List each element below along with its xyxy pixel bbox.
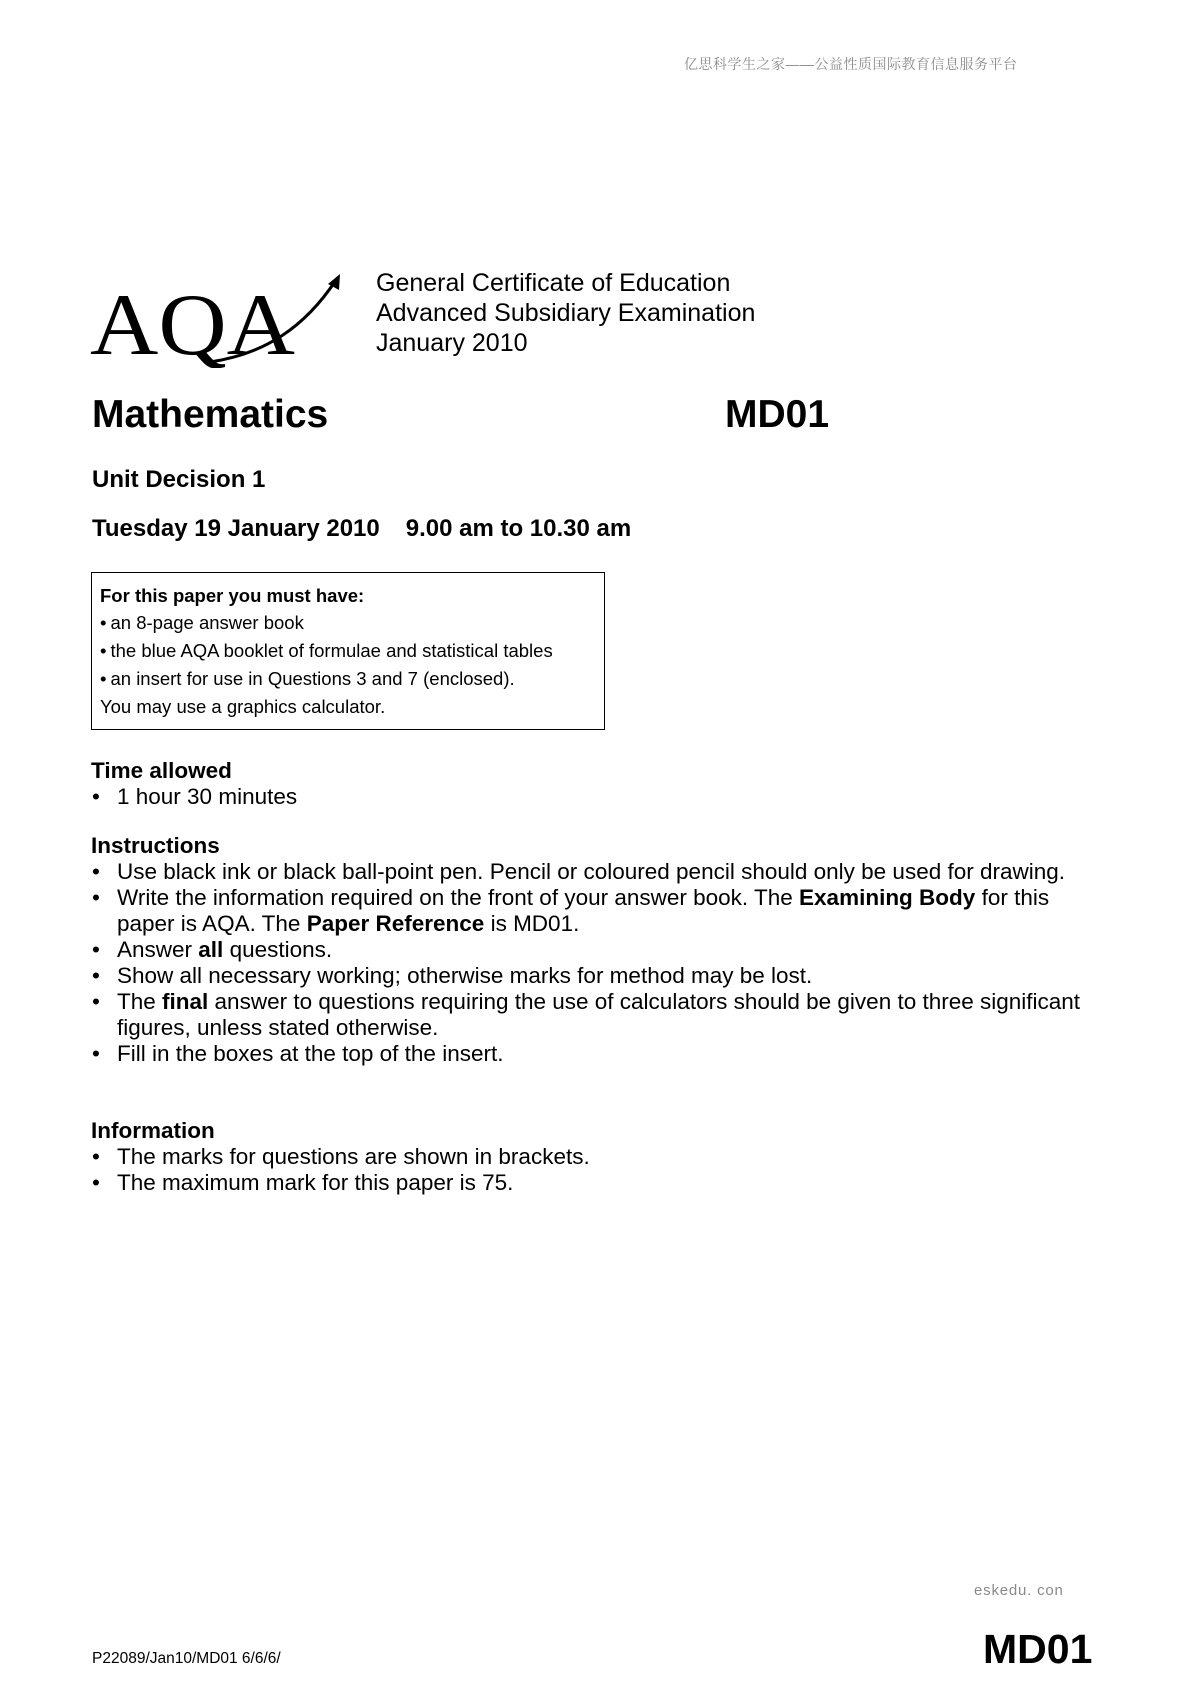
bullet-icon: • xyxy=(92,1144,100,1169)
list-item xyxy=(91,1144,1091,1170)
exam-date: Tuesday 19 January 2010 xyxy=(92,515,380,542)
information-list xyxy=(91,1144,1091,1196)
footer-watermark: eskedu. con xyxy=(974,1582,1064,1599)
subject-title: Mathematics xyxy=(92,393,329,436)
list-item xyxy=(91,885,1091,937)
list-item-text: answer to questions requiring the use of calculators should be given to three significant figures, unless stated otherwise. xyxy=(117,989,1081,1040)
unit-title: Unit Decision 1 xyxy=(92,466,266,493)
aqa-logo xyxy=(90,272,345,368)
qualification-line-2: Advanced Subsidiary Examination xyxy=(376,299,756,327)
emphasis-text: Examining Body xyxy=(799,885,976,910)
bullet-icon: • xyxy=(92,859,100,884)
bullet-icon: • xyxy=(92,1170,100,1195)
requirement-text: an 8-page answer book xyxy=(110,612,304,633)
list-item xyxy=(91,859,1091,885)
bullet-icon: • xyxy=(92,989,100,1014)
requirement-text: an insert for use in Questions 3 and 7 (enclosed). xyxy=(110,668,515,689)
bullet-icon: • xyxy=(92,937,100,962)
aqa-logo-graphic xyxy=(90,272,345,368)
bullet-icon: • xyxy=(100,668,107,689)
qualification-block xyxy=(376,268,755,358)
qualification-line-1: General Certificate of Education xyxy=(376,269,731,297)
header-watermark: 亿思科学生之家——公益性质国际教育信息服务平台 xyxy=(684,56,1018,72)
list-item-text: The maximum mark for this paper is 75. xyxy=(117,1170,514,1195)
bullet-icon: • xyxy=(100,640,107,661)
list-item-text: for this paper is AQA. The xyxy=(117,885,1050,936)
list-item xyxy=(91,1041,1091,1067)
exam-date-time xyxy=(92,515,631,543)
list-item xyxy=(91,1170,1091,1196)
list-item-text: Use black ink or black ball-point pen. Pencil or coloured pencil should only be used for drawing. xyxy=(117,859,1066,884)
aqa-logo-text: AQA xyxy=(90,277,295,368)
paper-code: MD01 xyxy=(725,393,830,436)
emphasis-text: final xyxy=(162,989,209,1014)
emphasis-text: all xyxy=(198,937,224,962)
footer-paper-code: MD01 xyxy=(983,1626,1093,1672)
information-section xyxy=(91,1117,1091,1196)
requirement-item xyxy=(100,609,604,637)
list-item-text: 1 hour 30 minutes xyxy=(117,784,298,809)
requirements-box xyxy=(91,572,605,730)
list-item-text: is MD01. xyxy=(484,911,580,936)
requirement-item xyxy=(100,637,604,665)
qualification-line-3: January 2010 xyxy=(376,329,528,357)
instructions-heading: Instructions xyxy=(91,833,220,858)
list-item-text: The marks for questions are shown in brackets. xyxy=(117,1144,590,1169)
emphasis-text: Paper Reference xyxy=(306,911,485,936)
requirement-text: the blue AQA booklet of formulae and statistical tables xyxy=(110,640,553,661)
bullet-icon: • xyxy=(92,963,100,988)
exam-time: 9.00 am to 10.30 am xyxy=(405,515,632,542)
bullet-icon: • xyxy=(92,784,100,809)
bullet-icon: • xyxy=(92,1041,100,1066)
list-item-text: Write the information required on the front of your answer book. The xyxy=(117,885,800,910)
instructions-section xyxy=(91,832,1091,1067)
list-item-text: questions. xyxy=(223,937,333,962)
list-item-text: The xyxy=(117,989,163,1014)
requirements-note: You may use a graphics calculator. xyxy=(100,696,386,717)
list-item-text: Answer xyxy=(117,937,199,962)
list-item xyxy=(91,963,1091,989)
time-allowed-section xyxy=(91,757,1091,810)
list-item xyxy=(91,784,1091,810)
paper-reference: P22089/Jan10/MD01 6/6/6/ xyxy=(92,1650,281,1667)
list-item-text: Show all necessary working; otherwise marks for method may be lost. xyxy=(117,963,813,988)
instructions-list xyxy=(91,859,1091,1067)
bullet-icon: • xyxy=(92,885,100,910)
list-item xyxy=(91,937,1091,963)
time-allowed-list xyxy=(91,784,1091,810)
list-item xyxy=(91,989,1091,1041)
information-heading: Information xyxy=(91,1118,215,1143)
list-item-text: Fill in the boxes at the top of the insert. xyxy=(117,1041,504,1066)
requirement-item xyxy=(100,665,604,693)
bullet-icon: • xyxy=(100,612,107,633)
time-allowed-heading: Time allowed xyxy=(91,758,232,783)
requirements-title: For this paper you must have: xyxy=(100,585,365,606)
